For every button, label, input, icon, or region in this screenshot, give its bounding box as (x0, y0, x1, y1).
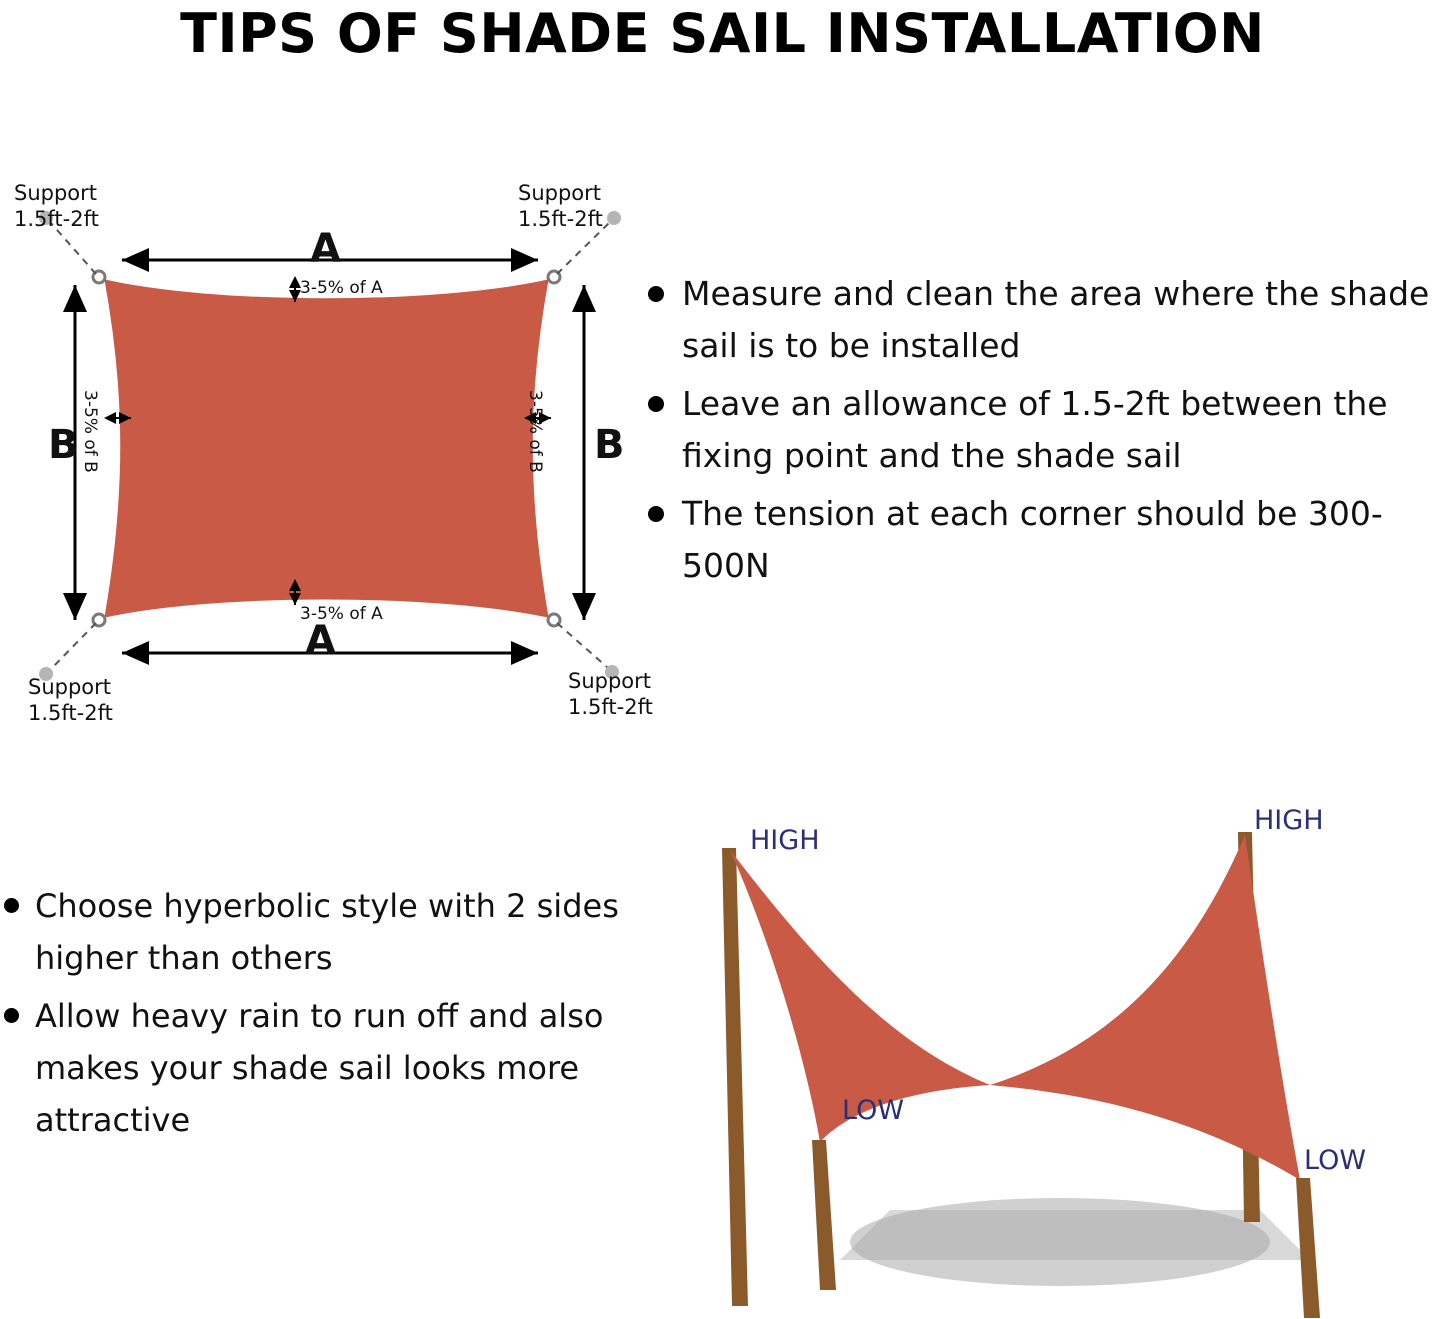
tips-list-top (648, 268, 1445, 598)
list-item (0, 880, 620, 984)
post-low-right (1296, 1178, 1320, 1318)
ground-shadow-quad (840, 1210, 1310, 1260)
label-low-right: LOW (1304, 1145, 1367, 1176)
dimension-label-right-B: B (594, 422, 625, 468)
post-low-left (812, 1140, 836, 1290)
support-label-bottom-right: Support 1.5ft-2ft (568, 669, 653, 719)
list-item (648, 488, 1445, 592)
bullet-icon (648, 396, 664, 412)
bullet-icon (648, 286, 664, 302)
sail-lobe-right (990, 835, 1300, 1180)
dimension-label-bottom-A: A (305, 618, 336, 664)
dimension-label-top-A: A (310, 226, 341, 272)
list-item (648, 268, 1445, 372)
tip-text: Leave an allowance of 1.5-2ft between the fixing point and the shade sail (682, 384, 1388, 475)
support-label-top-left: Support 1.5ft-2ft (14, 181, 99, 231)
hyperbolic-shade-sail-diagram (660, 790, 1445, 1319)
list-item (0, 990, 620, 1146)
curvature-label-right: 3-5% of B (525, 390, 545, 473)
curvature-label-left: 3-5% of B (80, 390, 100, 473)
page-title: TIPS OF SHADE SAIL INSTALLATION (180, 2, 1265, 65)
bullet-icon (4, 1008, 19, 1023)
tips-list-bottom (0, 880, 620, 1152)
tip-text: The tension at each corner should be 300-500N (682, 494, 1383, 585)
support-line-bottom-right (557, 623, 608, 668)
support-line-bottom-left (50, 623, 96, 670)
bullet-icon (4, 898, 19, 913)
list-item (648, 378, 1445, 482)
post-high-left (722, 848, 748, 1306)
label-high-right: HIGH (1254, 805, 1324, 836)
support-point-top-right (607, 211, 621, 225)
tip-text: Choose hyperbolic style with 2 sides higher than others (35, 887, 619, 977)
support-label-bottom-left: Support 1.5ft-2ft (28, 675, 113, 725)
rectangle-shade-sail-diagram (0, 150, 660, 730)
dimension-label-left-B: B (48, 422, 79, 468)
support-label-top-right: Support 1.5ft-2ft (518, 181, 603, 231)
tip-text: Measure and clean the area where the shade sail is to be installed (682, 274, 1430, 365)
curvature-label-bottom: 3-5% of A (300, 604, 383, 624)
sail-shape (105, 280, 548, 617)
label-low-left: LOW (842, 1095, 905, 1126)
bullet-icon (648, 506, 664, 522)
tip-text: Allow heavy rain to run off and also makes your shade sail looks more attractive (35, 997, 604, 1139)
label-high-left: HIGH (750, 825, 820, 856)
curvature-label-top: 3-5% of A (300, 278, 383, 298)
